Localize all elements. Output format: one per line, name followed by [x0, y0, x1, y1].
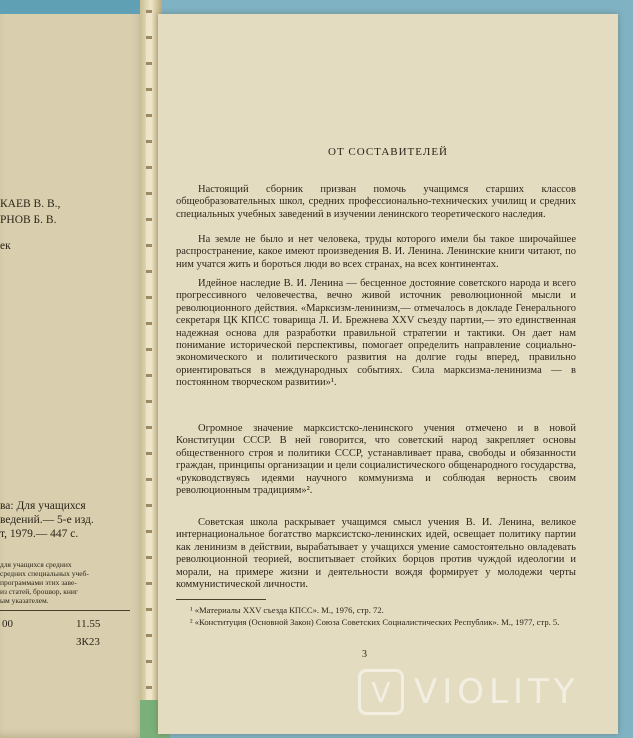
footnote: ¹ «Материалы XXV съезда КПСС». М., 1976, стр. 72.	[190, 605, 384, 615]
cover-edge	[0, 0, 148, 14]
left-page-small-text: для учащихся средних	[0, 560, 72, 569]
left-page-text: РНОВ Б. В.	[0, 214, 57, 226]
paragraph: Настоящий сборник призван помочь учащимся старших классов общеобразовательных школ, средних профессионально-технических училищ и средних специальных учебных заведений в изучении ленинского теоретического наследия.	[176, 184, 576, 220]
left-page-small-text: из статей, брошюр, книг	[0, 587, 78, 596]
page-number: 3	[362, 649, 367, 660]
paragraph: Советская школа раскрывает учащимся смысл учения В. И. Ленина, великое интернациональное богатство марксистско-ленинских идей, освещает политику партии как ленинизм в действии, вырабатывает у учащихся умение самостоятельно овладевать революционной теорией, воспитывает стойких борцов против чуждой идеологии и морали, на примере жизни и деятельности вождя формирует у молодежи черты коммунистической личности.	[176, 517, 576, 591]
catalog-code: 11.55	[76, 618, 101, 630]
footnote: ² «Конституция (Основной Закон) Союза Советских Социалистических Республик». М., 1977, стр. 5.	[190, 617, 560, 627]
left-page-text: ведений.— 5-е изд.	[0, 514, 94, 526]
paragraph: Идейное наследие В. И. Ленина — бесценное достояние советского народа и всего прогрессивного человечества, вечно живой источник революционной мысли и революционного действия. «Марксизм-ленинизм,— отмечалось в докладе Генерального секретаря ЦК КПСС товарища Л. И. Брежнева XXV съезду партии,— это единственная надежная основа для разработки правильной стратегии и тактики. Он дает нам понимание исторической перспективы, помогает определить направление социально-экономического и политического развития на долгие годы вперед, правильно ориентироваться в международных событиях. Сила марксизма-ленинизма — в постоянном творческом развитии»¹.	[176, 278, 576, 389]
left-page-text: т, 1979.— 447 с.	[0, 528, 79, 540]
binding-stitching	[146, 10, 152, 700]
left-page-text: ва: Для учащихся	[0, 500, 86, 512]
violity-logo-icon: V	[358, 669, 404, 715]
left-page-small-text: средних специальных учеб-	[0, 569, 89, 578]
left-page-text: КАЕВ В. В.,	[0, 198, 61, 210]
left-page-small-text: ым указателем.	[0, 596, 49, 605]
paragraph: Огромное значение марксистско-ленинского учения отмечено и в новой Конституции СССР. В ней говорится, что советский народ закрепляет основы общественного строя и политики СССР, устанавливает права, свободы и обязанности граждан, принципы организации и цели социалистического общенародного государства, «руководствуясь идеями научного коммунизма и соблюдая верность своим революционным традициям»².	[176, 423, 576, 497]
left-page	[0, 0, 148, 738]
catalog-code: ЗК23	[76, 636, 100, 648]
watermark	[358, 665, 620, 719]
right-page	[158, 14, 618, 734]
page-title: ОТ СОСТАВИТЕЛЕЙ	[328, 146, 448, 158]
footnote-rule	[176, 599, 266, 600]
catalog-code: 00	[2, 618, 13, 630]
watermark-text: VIOLITY	[414, 672, 580, 712]
paragraph: На земле не было и нет человека, труды которого имели бы такое широчайшее распространение, какое имеют произведения В. И. Ленина. Ленинские книги читают, по ним учатся жить и бороться люди во всех странах, на всех континентах.	[176, 234, 576, 270]
left-page-text: ек	[0, 240, 11, 252]
left-page-rule	[0, 610, 130, 611]
left-page-small-text: программами этих заве-	[0, 578, 77, 587]
